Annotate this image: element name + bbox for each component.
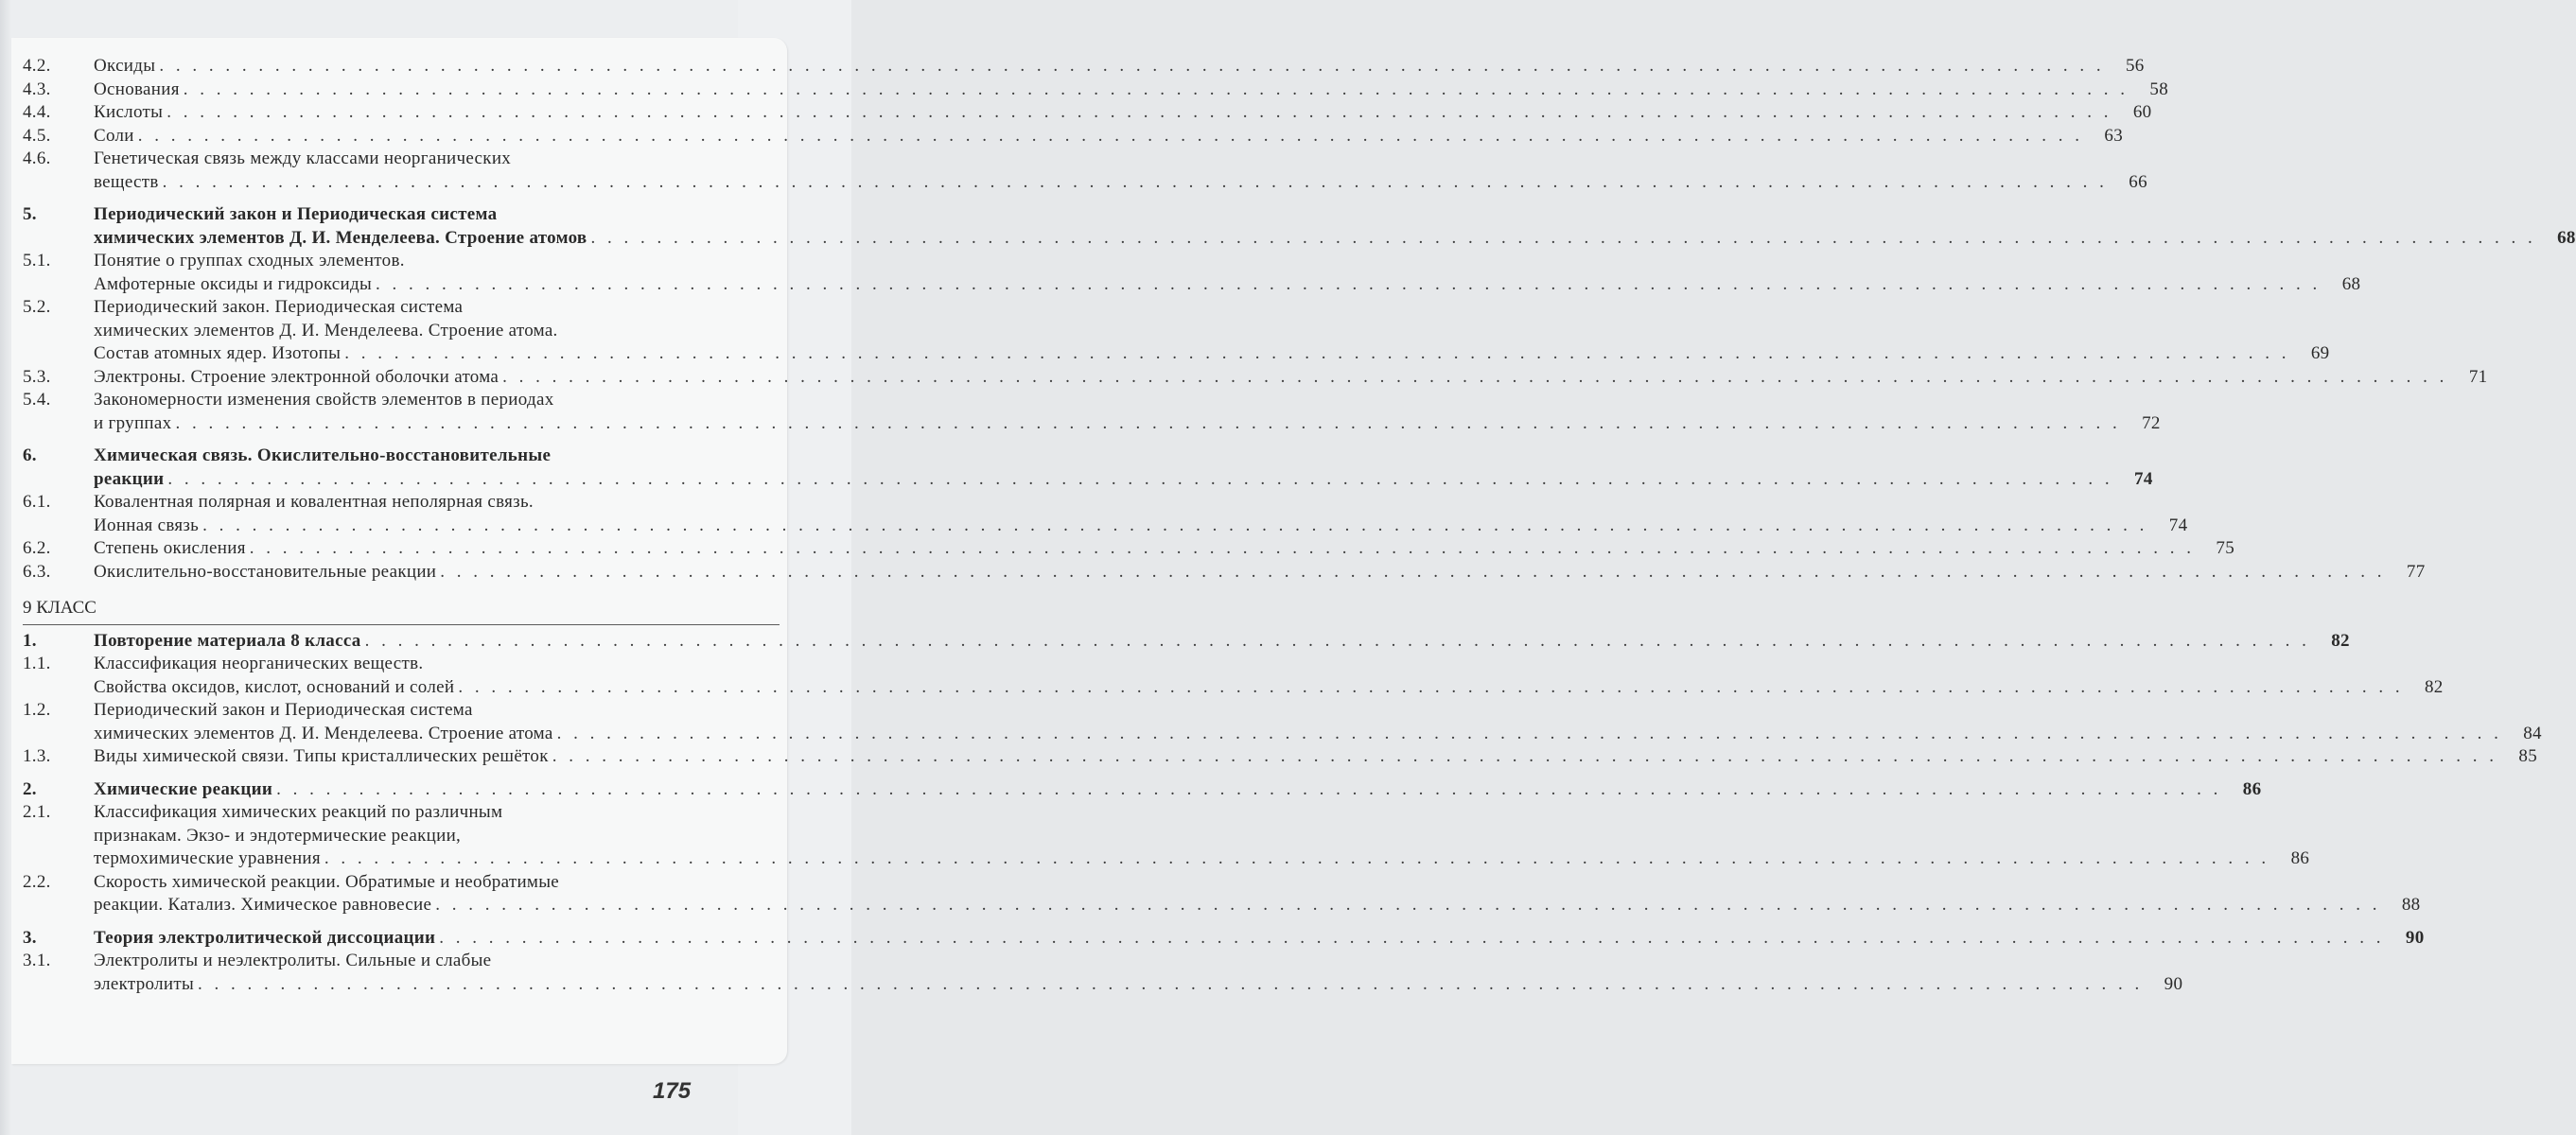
toc-entry-line [94, 79, 2168, 102]
dot-leader [440, 561, 2385, 585]
toc-entry-line [94, 412, 2161, 436]
toc-entry [23, 55, 2145, 79]
dot-leader [324, 847, 2269, 871]
toc-entry [23, 745, 2537, 769]
toc-entry-page: 68 [2557, 227, 2576, 248]
toc-entry-title: веществ [94, 171, 159, 192]
dot-leader [435, 894, 2380, 917]
toc-entry [23, 389, 2161, 435]
dot-leader [184, 79, 2129, 102]
dot-leader [344, 342, 2289, 366]
toc-entry-line [94, 148, 2147, 171]
toc-entry-title: Степень окисления [94, 538, 246, 558]
toc-entry-line [94, 491, 2187, 515]
toc-entry-line [94, 825, 2309, 848]
toc-entry-line [94, 801, 2309, 825]
toc-entry-page: 74 [2134, 468, 2153, 489]
toc-entry-title: Свойства оксидов, кислот, оснований и солей [94, 676, 455, 697]
toc-entry [23, 778, 2262, 802]
toc-entry-title: химических элементов Д. И. Менделеева. Строение атома [94, 723, 553, 743]
dot-leader [458, 676, 2403, 700]
toc-entry-line [94, 871, 2420, 895]
toc-entry-number: 6.3. [23, 561, 51, 582]
toc-entry-body [94, 101, 2151, 125]
toc-entry-line [94, 125, 2123, 148]
toc-section [23, 927, 2425, 997]
toc-entry-title: Химические реакции [94, 778, 273, 799]
toc-entry-number: 4.4. [23, 102, 51, 122]
toc-entry-line [94, 101, 2151, 125]
toc-entry-line [94, 273, 2360, 297]
toc-entry [23, 561, 2426, 585]
toc-entry-page: 90 [2405, 927, 2425, 948]
toc-entry-page: 69 [2310, 343, 2330, 363]
toc-entry-page: 60 [2132, 102, 2152, 122]
toc-entry [23, 250, 2361, 296]
toc-entry-number: 3. [23, 927, 37, 948]
toc-entry [23, 203, 2576, 250]
toc-entry-page: 74 [2168, 515, 2188, 535]
toc-entry-number: 4.3. [23, 79, 51, 99]
toc-entry-line [94, 515, 2187, 538]
dot-leader [502, 366, 2447, 390]
toc-entry-page: 56 [2125, 56, 2145, 76]
toc-entry-title: и группах [94, 412, 172, 433]
toc-entry-line [94, 723, 2542, 746]
toc-entry-number: 5.1. [23, 251, 51, 271]
toc-entry-body [94, 445, 2153, 491]
toc-entry-title: Состав атомных ядер. Изотопы [94, 343, 342, 363]
toc-entry-body [94, 653, 2444, 699]
toc-entry-number: 4.5. [23, 125, 51, 146]
toc-entry [23, 79, 2169, 102]
toc-entry-page: 86 [2242, 778, 2262, 799]
toc-entry-title: Теория электролитической диссоциации [94, 927, 436, 948]
toc-entry-page: 75 [2216, 538, 2235, 558]
toc-entry-line [94, 55, 2145, 79]
toc-entry-line [94, 389, 2161, 412]
dot-leader [198, 973, 2143, 997]
toc-entry-title: Ковалентная полярная и ковалентная неполярная связь. [94, 492, 534, 512]
toc-entry-number: 1.2. [23, 700, 51, 720]
toc-entry-number: 1. [23, 630, 37, 651]
toc-entry-body [94, 79, 2168, 102]
toc-entry-title: Периодический закон. Периодическая система [94, 297, 464, 317]
toc-entry-page: 77 [2406, 561, 2426, 582]
dot-leader [439, 927, 2384, 951]
toc-entry-title: Периодический закон и Периодическая система [94, 700, 473, 720]
toc-entry-body [94, 366, 2487, 390]
toc-entry-title: Электроны. Строение электронной оболочки атома [94, 366, 499, 387]
dot-leader [167, 468, 2112, 492]
toc-entry-page: 84 [2523, 723, 2542, 743]
toc-entry-body [94, 561, 2426, 585]
toc-entry-title: Классификация химических реакций по различным [94, 802, 503, 822]
toc-entry [23, 491, 2188, 537]
toc-entry-title: признакам. Экзо- и эндотермические реакции, [94, 825, 462, 846]
dot-leader [365, 630, 2310, 654]
toc-section [23, 445, 2426, 584]
dot-leader [276, 778, 2221, 802]
toc-entry-title: Скорость химической реакции. Обратимые и необратимые [94, 871, 560, 892]
dot-leader [590, 227, 2535, 251]
dot-leader [202, 515, 2147, 538]
toc-entry-line [94, 745, 2537, 769]
toc-entry-title: Виды химической связи. Типы кристаллических решёток [94, 746, 549, 766]
toc-entry-body [94, 801, 2309, 871]
table-of-contents [23, 55, 2576, 996]
toc-entry-number: 2.1. [23, 802, 51, 822]
toc-entry-number: 5.3. [23, 366, 51, 387]
toc-entry-title: Оксиды [94, 56, 156, 76]
toc-entry-title: электролиты [94, 973, 195, 994]
toc-entry-line [94, 630, 2350, 654]
toc-entry-number: 1.3. [23, 746, 51, 766]
toc-entry [23, 699, 2542, 745]
toc-entry-title: реакции. Катализ. Химическое равновесие [94, 895, 432, 915]
toc-entry-title: Основания [94, 79, 180, 99]
toc-entry-title: Классификация неорганических веществ. [94, 654, 424, 673]
toc-entry [23, 445, 2153, 491]
dot-leader [376, 273, 2321, 297]
toc-entry-line [94, 927, 2425, 951]
toc-entry-number: 1.1. [23, 654, 51, 673]
toc-entry-line [94, 676, 2444, 700]
toc-entry-title: Электролиты и неэлектролиты. Сильные и слабые [94, 951, 492, 970]
toc-entry-line [94, 894, 2420, 917]
toc-entry [23, 101, 2152, 125]
toc-entry [23, 801, 2310, 871]
toc-section [23, 778, 2421, 917]
toc-section [23, 630, 2542, 769]
toc-entry-page: 66 [2129, 171, 2147, 192]
toc-entry [23, 871, 2421, 917]
toc-entry-number: 2.2. [23, 871, 51, 892]
dot-leader [166, 101, 2112, 125]
dot-leader [175, 412, 2120, 436]
toc-entry-title: химических элементов Д. И. Менделеева. Строение атома. [94, 320, 558, 340]
dot-leader [163, 171, 2108, 195]
toc-entry-page: 86 [2290, 848, 2310, 868]
toc-entry-line [94, 171, 2147, 195]
toc-entry-number: 2. [23, 778, 37, 799]
toc-entry-body [94, 950, 2182, 996]
dot-leader [159, 55, 2104, 79]
toc-entry-line [94, 342, 2329, 366]
toc-entry-page: 63 [2104, 125, 2124, 146]
toc-entry-title: Химическая связь. Окислительно-восстановительные [94, 445, 552, 465]
toc-entry-line [94, 250, 2360, 273]
toc-entry-body [94, 491, 2187, 537]
toc-entry-line [94, 847, 2309, 871]
toc-entry [23, 366, 2488, 390]
heading-rule [23, 624, 780, 625]
toc-entry [23, 927, 2425, 951]
toc-entry-line [94, 320, 2329, 343]
toc-entry-page: 58 [2149, 79, 2169, 99]
toc-entry-body [94, 745, 2537, 769]
toc-entry-page: 82 [2424, 676, 2444, 697]
toc-entry-title: Повторение материала 8 класса [94, 630, 361, 651]
toc-entry-line [94, 653, 2444, 676]
toc-entry [23, 537, 2235, 561]
toc-entry-body [94, 203, 2576, 250]
toc-section [23, 203, 2576, 435]
toc-entry-body [94, 699, 2542, 745]
toc-entry-body [94, 389, 2161, 435]
toc-entry-title: Окислительно-восстановительные реакции [94, 561, 437, 582]
toc-entry-number: 4.2. [23, 56, 51, 76]
toc-entry-body [94, 778, 2261, 802]
toc-entry [23, 125, 2124, 148]
toc-entry-title: Амфотерные оксиды и гидроксиды [94, 273, 373, 294]
toc-entry-title: Соли [94, 125, 134, 146]
toc-entry-body [94, 537, 2234, 561]
toc-section [23, 55, 2169, 194]
toc-entry-title: Понятие о группах сходных элементов. [94, 251, 405, 271]
toc-entry-title: реакции [94, 468, 165, 489]
toc-entry-line [94, 973, 2182, 997]
toc-entry [23, 630, 2350, 654]
class-heading: 9 КЛАСС [23, 598, 96, 618]
toc-entry-number: 5.4. [23, 390, 51, 410]
toc-entry [23, 950, 2183, 996]
toc-entry-page: 90 [2164, 973, 2183, 994]
toc-entry-line [94, 468, 2153, 492]
toc-entry-line [94, 296, 2329, 320]
toc-entry-line [94, 561, 2426, 585]
toc-entry-number: 4.6. [23, 148, 51, 168]
toc-entry-page: 71 [2468, 366, 2488, 387]
toc-entry-number: 6.2. [23, 538, 51, 558]
page-number: 175 [653, 1078, 692, 1104]
toc-entry-body [94, 871, 2420, 917]
toc-entry [23, 296, 2330, 366]
toc-entry-body [94, 55, 2145, 79]
toc-entry-line [94, 950, 2182, 973]
toc-entry-page: 72 [2142, 412, 2161, 433]
toc-entry [23, 148, 2147, 194]
dot-leader [557, 723, 2502, 746]
toc-entry-number: 5. [23, 204, 37, 224]
dot-leader [250, 537, 2195, 561]
toc-entry-page: 68 [2341, 273, 2361, 294]
toc-entry-title: химических элементов Д. И. Менделеева. Строение атомов [94, 227, 587, 248]
toc-entry-title: Периодический закон и Периодическая система [94, 204, 498, 224]
toc-entry-title: Закономерности изменения свойств элементов в периодах [94, 390, 554, 410]
toc-entry-title: Кислоты [94, 102, 164, 122]
dot-leader [138, 125, 2083, 148]
toc-entry-number: 5.2. [23, 297, 51, 317]
dot-leader [552, 745, 2497, 769]
toc-entry-body [94, 250, 2360, 296]
toc-entry-line [94, 227, 2576, 251]
toc-entry-number: 6.1. [23, 492, 51, 512]
toc-entry-line [94, 537, 2234, 561]
toc-entry-body [94, 927, 2425, 951]
toc-entry-body [94, 148, 2147, 194]
toc-entry-page: 82 [2331, 630, 2350, 651]
toc-entry-title: Генетическая связь между классами неорганических [94, 148, 512, 168]
toc-entry-line [94, 203, 2576, 227]
toc-entry-line [94, 445, 2153, 468]
toc-entry-body [94, 296, 2329, 366]
toc-entry-line [94, 778, 2261, 802]
toc-entry-line [94, 366, 2487, 390]
toc-entry-title: Ионная связь [94, 515, 200, 535]
toc-entry-line [94, 699, 2542, 723]
toc-entry-body [94, 125, 2123, 148]
toc-entry [23, 653, 2444, 699]
toc-entry-body [94, 630, 2350, 654]
toc-entry-number: 3.1. [23, 951, 51, 970]
toc-entry-title: термохимические уравнения [94, 848, 321, 868]
toc-entry-number: 6. [23, 445, 37, 465]
toc-entry-page: 88 [2401, 895, 2421, 915]
toc-entry-page: 85 [2518, 746, 2537, 766]
